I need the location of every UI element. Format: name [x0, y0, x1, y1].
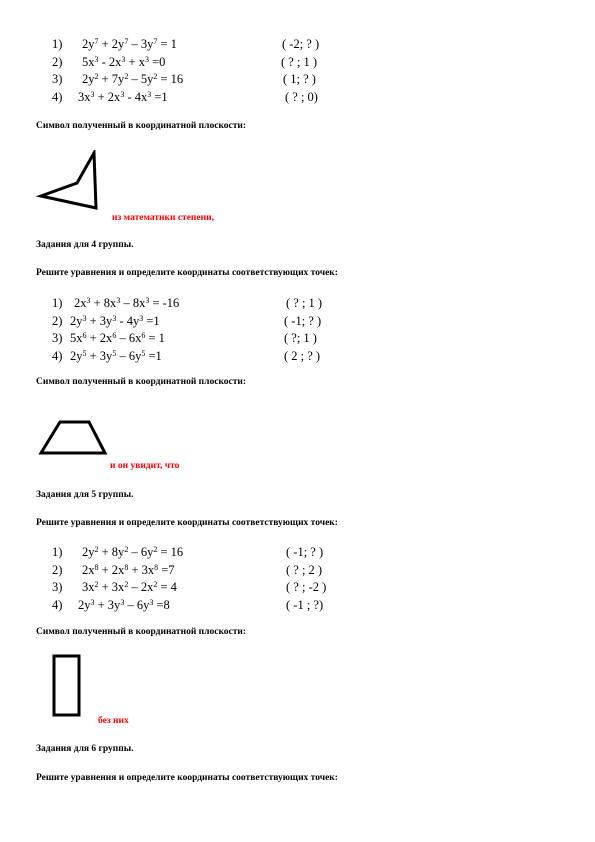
equation-text: $2y^2 + 8y^2 - 6y^2 = 16$: [82, 545, 184, 559]
equation-number: 1): [52, 37, 63, 51]
group-title: Задания для 6 группы.: [36, 744, 134, 754]
red-phrase: из математики степени,: [112, 213, 214, 223]
equation-text: $2y^2 + 7y^2 - 5y^2 = 16$: [82, 72, 184, 86]
group-title: Задания для 5 группы.: [36, 490, 134, 500]
equation-number: 1): [52, 545, 63, 559]
point-coordinates: ( 2 ; ? ): [284, 348, 321, 363]
group-title: Задания для 4 группы.: [36, 240, 134, 250]
point-coordinates: ( ?; 1 ): [284, 331, 317, 345]
equation-text: $2y^5 + 3y^5 - 6y^5 =1$: [70, 348, 162, 363]
equation-number: 2): [52, 313, 63, 328]
point-coordinates: ( ? ; -2 ): [286, 580, 327, 594]
point-coordinates: ( -2; ? ): [282, 37, 320, 51]
equation-text: $5x^6 + 2x^6 - 6x^6 = 1$: [70, 331, 165, 345]
equation-text: $2y^3 + 3y^3 - 6y^3 =8$: [78, 597, 170, 612]
instruction: Решите уравнения и определите координаты соответствующих точек:: [36, 773, 338, 783]
red-phrase: без них: [98, 716, 129, 726]
point-coordinates: ( ? ; 1 ): [281, 54, 318, 69]
triangle-shape: [36, 150, 102, 214]
point-coordinates: ( -1; ? ): [284, 313, 322, 328]
instruction: Решите уравнения и определите координаты соответствующих точек:: [36, 268, 338, 278]
red-phrase: и он увидит, что: [110, 461, 180, 471]
equation-text: $2y^7 + 2y^7 - 3y^7 = 1$: [82, 37, 177, 51]
rectangle-shape: [51, 653, 83, 719]
equation-number: 3): [52, 72, 63, 86]
point-coordinates: ( 1; ? ): [283, 72, 316, 86]
point-coordinates: ( -1 ; ?): [286, 597, 324, 612]
equation-number: 1): [52, 296, 63, 310]
equation-number: 3): [52, 580, 63, 594]
symbol-label: Символ полученный в координатной плоскости:: [36, 377, 247, 387]
equation-number: 4): [52, 348, 63, 363]
equation-text: $2x^3 + 8x^3 - 8x^3 = -16$: [74, 296, 180, 310]
point-coordinates: ( -1; ? ): [286, 545, 324, 559]
equation-text: $3x^3 + 2x^3 - 4x^3 =1$: [78, 89, 168, 104]
equation-number: 2): [52, 562, 63, 577]
equation-number: 4): [52, 597, 63, 612]
point-coordinates: ( ? ; 0): [285, 89, 318, 104]
equation-number: 2): [52, 54, 63, 69]
instruction: Решите уравнения и определите координаты соответствующих точек:: [36, 518, 338, 528]
point-coordinates: ( ? ; 1 ): [286, 296, 323, 310]
equation-number: 4): [52, 89, 63, 104]
trapezoid-shape: [37, 418, 109, 458]
equation-text: $3x^2 + 3x^2 - 2x^2 = 4$: [82, 580, 177, 594]
symbol-label: Символ полученный в координатной плоскости:: [36, 121, 247, 131]
equation-text: $2y^3 + 3y^3 - 4y^3 =1$: [70, 313, 160, 328]
equation-number: 3): [52, 331, 63, 345]
symbol-label: Символ полученный в координатной плоскости:: [36, 627, 247, 637]
equation-text: $5x^3 - 2x^3 + x^3 =0$: [82, 54, 166, 69]
equation-text: $2x^8 + 2x^8 + 3x^8 =7$: [82, 562, 175, 577]
point-coordinates: ( ? ; 2 ): [286, 562, 323, 577]
